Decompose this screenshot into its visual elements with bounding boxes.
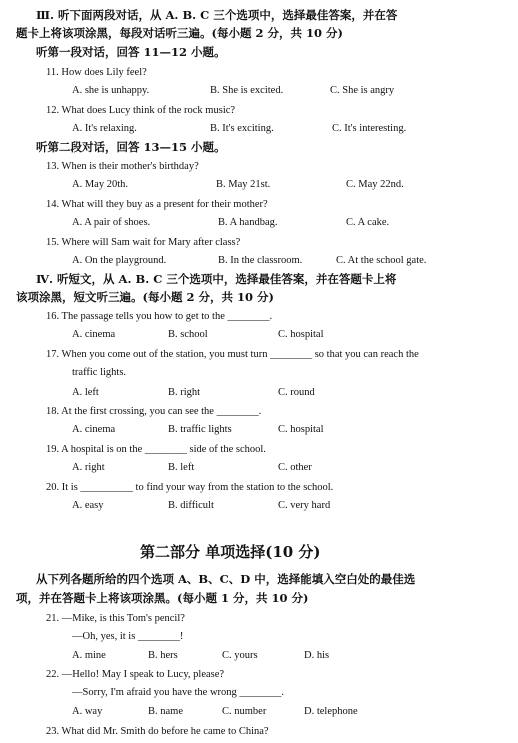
q14-option-c: C. A cake. [346, 217, 390, 228]
question-22: 22. —Hello! May I speak to Lucy, please? [46, 669, 225, 680]
part4-instruction-line1: Ⅳ. 听短文，从 A. B. C 三个选项中，选择最佳答案，并在答题卡上将 [36, 272, 397, 286]
q19-option-b: B. left [168, 462, 195, 473]
part2-instruction-line1: 从下列各题所给的四个选项 A、B、C、D 中，选择能填入空白处的最佳选 [36, 572, 416, 586]
question-17: 17. When you come out of the station, you must turn ________ so that you can reach the [46, 349, 419, 360]
q13-option-c: C. May 22nd. [346, 179, 404, 190]
question-18: 18. At the first crossing, you can see the ________. [46, 406, 262, 417]
q17-option-a: A. left [72, 387, 99, 398]
q12-option-b: B. It's exciting. [210, 123, 274, 134]
question-12: 12. What does Lucy think of the rock music? [46, 105, 236, 116]
q18-option-c: C. hospital [278, 424, 324, 435]
q13-option-b: B. May 21st. [216, 179, 271, 190]
q22-option-d: D. telephone [304, 706, 358, 717]
q18-option-a: A. cinema [72, 424, 116, 435]
q16-option-c: C. hospital [278, 329, 324, 340]
question-19: 19. A hospital is on the ________ side of the school. [46, 444, 266, 455]
question-16: 16. The passage tells you how to get to the ________. [46, 311, 273, 322]
q15-option-b: B. In the classroom. [218, 255, 303, 266]
part2-instruction-line2: 项，并在答题卡上将该项涂黑。(每小题 1 分，共 10 分) [16, 591, 309, 605]
q19-option-c: C. other [278, 462, 312, 473]
q20-option-c: C. very hard [278, 500, 331, 511]
q22-option-a: A. way [72, 706, 103, 717]
q16-option-a: A. cinema [72, 329, 116, 340]
q14-option-a: A. A pair of shoes. [72, 217, 151, 228]
question-11: 11. How does Lily feel? [46, 67, 147, 78]
question-17-continued: traffic lights. [72, 367, 127, 378]
q20-option-b: B. difficult [168, 500, 214, 511]
q11-option-c: C. She is angry [330, 85, 395, 96]
q12-option-c: C. It's interesting. [332, 123, 407, 134]
question-20: 20. It is __________ to find your way from the station to the school. [46, 482, 334, 493]
question-22-reply: —Sorry, I'm afraid you have the wrong ________. [72, 687, 285, 698]
q11-option-b: B. She is excited. [210, 85, 284, 96]
section-title: 第二部分 单项选择(10 分) [140, 543, 321, 561]
q13-option-a: A. May 20th. [72, 179, 128, 190]
q19-option-a: A. right [72, 462, 105, 473]
q20-option-a: A. easy [72, 500, 104, 511]
part4-instruction-line2: 该项涂黑，短文听三遍。(每小题 2 分，共 10 分) [16, 290, 274, 304]
question-14: 14. What will they buy as a present for their mother? [46, 199, 268, 210]
q18-option-b: B. traffic lights [168, 424, 232, 435]
question-21-reply: —Oh, yes, it is ________! [72, 631, 184, 642]
dialog2-heading: 听第二段对话，回答 13—15 小题。 [36, 140, 226, 154]
q21-option-a: A. mine [72, 650, 106, 661]
q16-option-b: B. school [168, 329, 208, 340]
part3-instruction-line2: 题卡上将该项涂黑，每段对话听三遍。(每小题 2 分，共 10 分) [16, 26, 343, 40]
q15-option-a: A. On the playground. [72, 255, 167, 266]
q17-option-b: B. right [168, 387, 201, 398]
dialog1-heading: 听第一段对话，回答 11—12 小题。 [36, 45, 226, 59]
q15-option-c: C. At the school gate. [336, 255, 427, 266]
q12-option-a: A. It's relaxing. [72, 123, 137, 134]
question-13: 13. When is their mother's birthday? [46, 161, 199, 172]
q21-option-b: B. hers [148, 650, 178, 661]
q22-option-c: C. number [222, 706, 267, 717]
q22-option-b: B. name [148, 706, 183, 717]
question-15: 15. Where will Sam wait for Mary after class? [46, 237, 241, 248]
question-23: 23. What did Mr. Smith do before he came to China? [46, 726, 269, 737]
q17-option-c: C. round [278, 387, 315, 398]
question-21: 21. —Mike, is this Tom's pencil? [46, 613, 185, 624]
q11-option-a: A. she is unhappy. [72, 85, 150, 96]
q14-option-b: B. A handbag. [218, 217, 278, 228]
part3-instruction-line1: Ⅲ. 听下面两段对话，从 A. B. C 三个选项中，选择最佳答案，并在答 [36, 8, 398, 22]
q21-option-d: D. his [304, 650, 330, 661]
q21-option-c: C. yours [222, 650, 258, 661]
